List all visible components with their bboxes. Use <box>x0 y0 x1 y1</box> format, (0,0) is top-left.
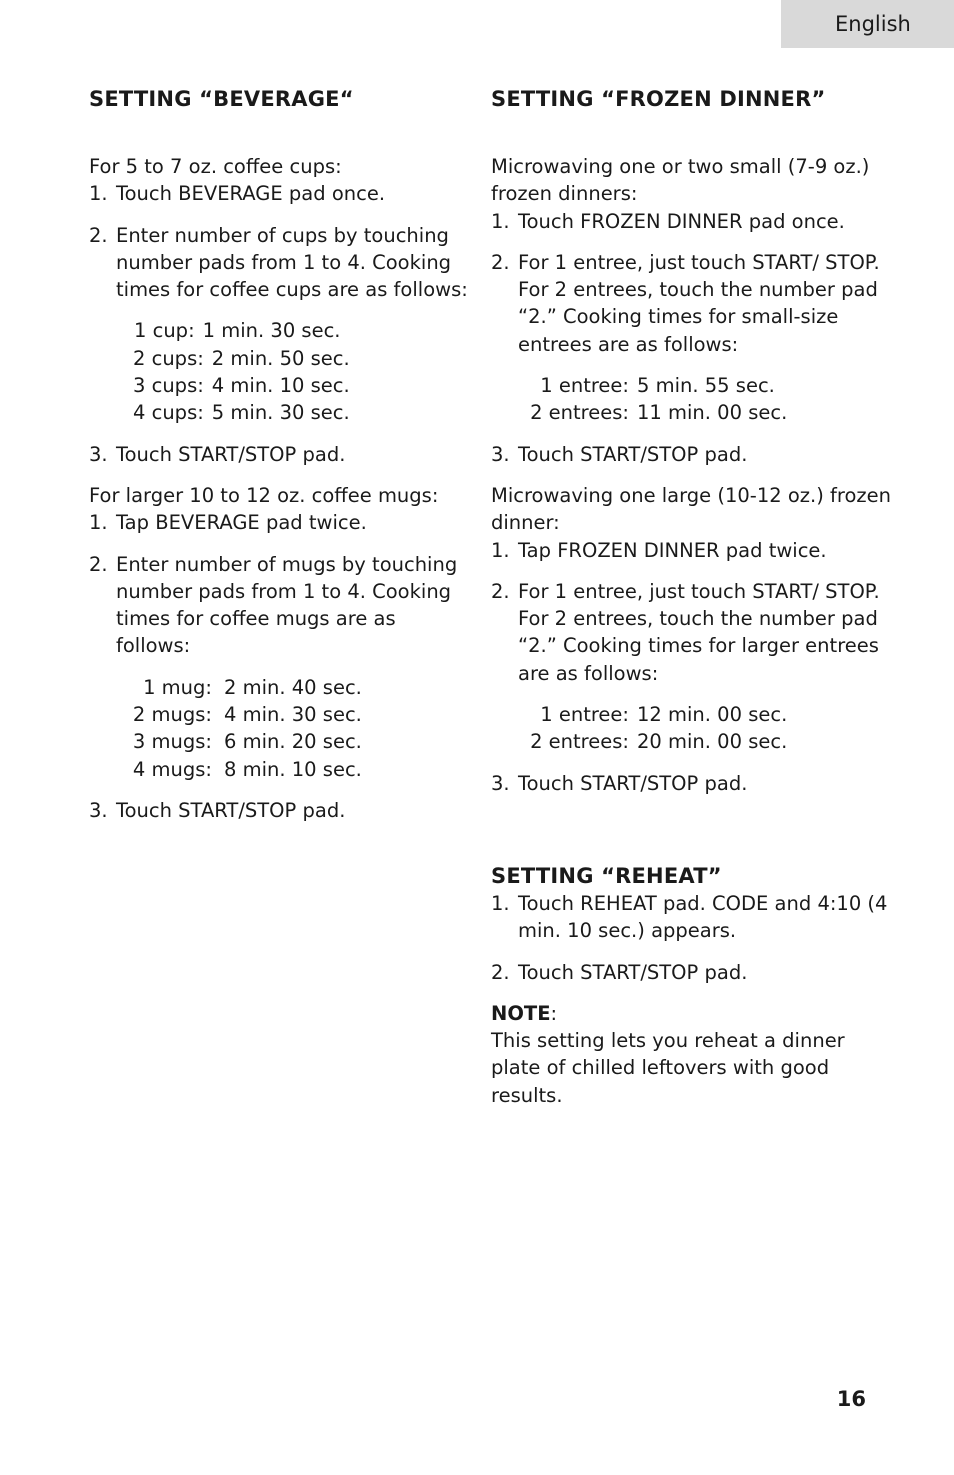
step-number: 2. <box>491 250 510 274</box>
reheat-heading: SETTING “REHEAT” <box>491 863 722 888</box>
time-cell: 12 min. 00 sec. <box>637 703 788 727</box>
step-text: Touch FROZEN DINNER pad once. <box>518 209 845 233</box>
qty-cell: 1 cup: <box>134 319 195 343</box>
time-row <box>89 372 469 399</box>
step-number: 2. <box>491 579 510 603</box>
step-number: 1. <box>89 511 108 535</box>
time-row <box>89 674 469 701</box>
step-number: 3. <box>89 442 108 466</box>
language-tab: English <box>781 0 954 48</box>
qty-cell: 2 entrees: <box>530 730 629 754</box>
time-cell: 6 min. 20 sec. <box>224 730 362 754</box>
note-colon: : <box>550 1001 558 1025</box>
mugs-step-2 <box>89 551 469 660</box>
qty-cell: 2 cups: <box>133 346 204 370</box>
step-text: Touch START/STOP pad. <box>116 798 346 822</box>
step-number: 2. <box>89 552 108 576</box>
step-number: 3. <box>89 798 108 822</box>
large-step-3 <box>491 770 891 797</box>
time-row <box>491 701 891 728</box>
step-text: Tap BEVERAGE pad twice. <box>116 511 367 535</box>
step-number: 1. <box>491 538 510 562</box>
step-text: Touch START/STOP pad. <box>116 442 346 466</box>
small-intro: Microwaving one or two small (7-9 oz.) frozen dinners: <box>491 155 870 206</box>
qty-cell: 3 cups: <box>133 374 204 398</box>
time-cell: 20 min. 00 sec. <box>637 730 788 754</box>
mugs-intro: For larger 10 to 12 oz. coffee mugs: <box>89 483 439 507</box>
time-row <box>491 728 891 755</box>
qty-cell: 2 mugs: <box>132 703 212 727</box>
step-number: 3. <box>491 442 510 466</box>
time-row <box>491 372 891 399</box>
small-step-1 <box>491 208 891 235</box>
large-step-2 <box>491 578 891 687</box>
step-text: Touch START/STOP pad. <box>518 771 748 795</box>
time-row <box>89 345 469 372</box>
large-times-table <box>491 701 891 756</box>
time-row <box>89 399 469 426</box>
time-cell: 11 min. 00 sec. <box>637 401 788 425</box>
step-text: For 1 entree, just touch START/ STOP. For 2 entrees, touch the number pad “2.” Cooking times for larger entrees are as follows: <box>518 579 880 685</box>
qty-cell: 3 mugs: <box>132 730 212 754</box>
cups-step-3 <box>89 441 469 468</box>
step-number: 3. <box>491 771 510 795</box>
qty-cell: 1 mug: <box>143 675 212 699</box>
cups-times-table <box>89 317 469 426</box>
qty-cell: 1 entree: <box>540 703 629 727</box>
large-intro: Microwaving one large (10-12 oz.) frozen dinner: <box>491 483 891 535</box>
reheat-section <box>491 863 891 1109</box>
small-step-2 <box>491 249 891 358</box>
time-cell: 5 min. 55 sec. <box>637 374 775 398</box>
step-text: Touch START/STOP pad. <box>518 960 748 984</box>
step-number: 1. <box>491 209 510 233</box>
time-row <box>491 399 891 426</box>
qty-cell: 4 mugs: <box>132 757 212 781</box>
time-cell: 1 min. 30 sec. <box>202 319 341 343</box>
step-number: 2. <box>491 960 510 984</box>
step-number: 2. <box>89 223 108 247</box>
mugs-step-3 <box>89 797 469 824</box>
cups-intro: For 5 to 7 oz. coffee cups: <box>89 155 342 178</box>
qty-cell: 1 entree: <box>540 374 629 398</box>
step-text: Tap FROZEN DINNER pad twice. <box>518 538 827 562</box>
small-step-3 <box>491 441 891 468</box>
frozen-dinner-heading: SETTING “FROZEN DINNER” <box>491 87 826 111</box>
time-cell: 4 min. 10 sec. <box>211 374 350 398</box>
time-row <box>89 756 469 783</box>
step-text: Touch START/STOP pad. <box>518 442 748 466</box>
time-cell: 4 min. 30 sec. <box>224 703 362 727</box>
step-text: Enter number of cups by touching number pads from 1 to 4. Cooking times for coffee cups are as follows: <box>116 223 468 302</box>
qty-cell: 2 entrees: <box>530 401 629 425</box>
large-step-1 <box>491 537 891 564</box>
step-text: Touch REHEAT pad. CODE and 4:10 (4 min. 10 sec.) appears. <box>518 891 888 943</box>
page-number: 16 <box>836 1387 866 1411</box>
step-text: Enter number of mugs by touching number pads from 1 to 4. Cooking times for coffee mugs are as follows: <box>116 552 458 658</box>
mugs-step-1 <box>89 509 469 536</box>
time-cell: 5 min. 30 sec. <box>211 401 350 425</box>
qty-cell: 4 cups: <box>133 401 204 425</box>
small-times-table <box>491 372 891 427</box>
step-text: For 1 entree, just touch START/ STOP. For 2 entrees, touch the number pad “2.” Cooking times for small-size entrees are as follows: <box>518 250 880 356</box>
time-row <box>89 728 469 755</box>
note-text: This setting lets you reheat a dinner plate of chilled leftovers with good results. <box>491 1029 845 1107</box>
beverage-section <box>89 86 469 824</box>
note-label: NOTE <box>491 1001 551 1025</box>
cups-step-1 <box>89 180 469 207</box>
beverage-heading: SETTING “BEVERAGE“ <box>89 87 354 111</box>
mugs-times-table <box>89 674 469 783</box>
time-cell: 2 min. 40 sec. <box>224 675 362 699</box>
time-row <box>89 317 469 344</box>
time-cell: 8 min. 10 sec. <box>224 757 362 781</box>
step-number: 1. <box>491 891 510 915</box>
frozen-dinner-section <box>491 86 891 1109</box>
step-number: 1. <box>89 182 108 206</box>
cups-step-2 <box>89 222 469 304</box>
time-cell: 2 min. 50 sec. <box>211 346 350 370</box>
note-heading <box>491 1000 891 1027</box>
reheat-step-1 <box>491 890 891 945</box>
step-text: Touch BEVERAGE pad once. <box>116 182 386 206</box>
time-row <box>89 701 469 728</box>
reheat-step-2 <box>491 959 891 986</box>
